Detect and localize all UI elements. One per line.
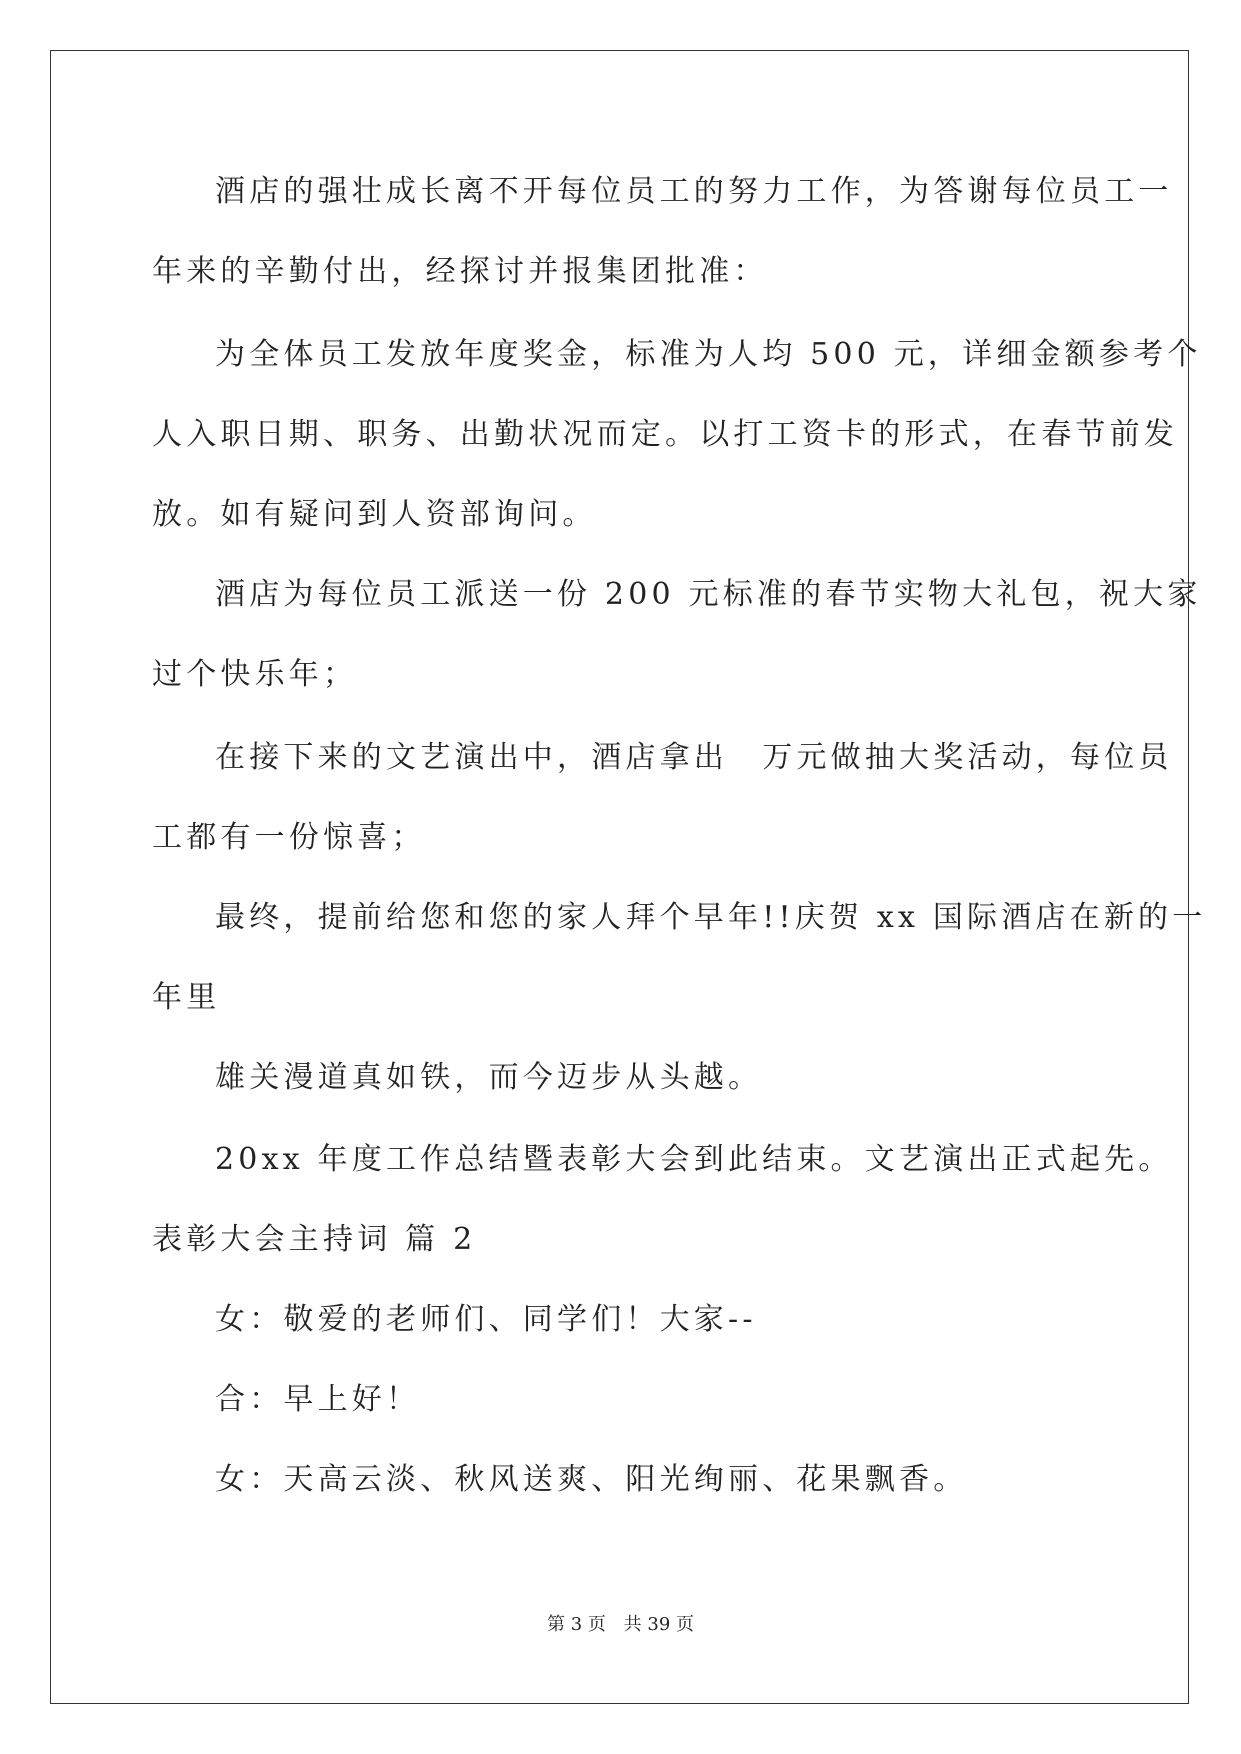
paragraph-line: 放。如有疑问到人资部询问。 xyxy=(152,497,597,532)
paragraph-line: 合：早上好！ xyxy=(215,1382,421,1417)
paragraph-line: 年来的辛勤付出，经探讨并报集团批准： xyxy=(152,254,768,289)
page-border xyxy=(50,50,1207,1704)
paragraph-line: 女：天高云淡、秋风送爽、阳光绚丽、花果飘香。 xyxy=(215,1462,968,1497)
paragraph-line: 过个快乐年； xyxy=(152,657,358,692)
paragraph-line: 20xx 年度工作总结暨表彰大会到此结束。文艺演出正式起先。 xyxy=(215,1142,1173,1177)
page-footer xyxy=(0,1610,1241,1636)
page-total: 共 39 页 xyxy=(623,1614,694,1635)
section-heading: 表彰大会主持词 篇 2 xyxy=(152,1222,477,1257)
paragraph-line: 工都有一份惊喜； xyxy=(152,820,426,855)
paragraph-line: 年里 xyxy=(152,980,221,1015)
paragraph-line: 雄关漫道真如铁，而今迈步从头越。 xyxy=(215,1060,763,1095)
paragraph-line: 最终，提前给您和您的家人拜个早年!!庆贺 xx 国际酒店在新的一 xyxy=(215,900,1207,935)
paragraph-line: 酒店的强壮成长离不开每位员工的努力工作，为答谢每位员工一 xyxy=(215,174,1173,209)
page-number: 第 3 页 xyxy=(547,1614,606,1635)
paragraph-line: 女：敬爱的老师们、同学们！大家-- xyxy=(215,1302,757,1337)
paragraph-line: 人入职日期、职务、出勤状况而定。以打工资卡的形式，在春节前发 xyxy=(152,417,1178,452)
paragraph-line: 酒店为每位员工派送一份 200 元标准的春节实物大礼包，祝大家 xyxy=(215,577,1202,612)
paragraph-line: 在接下来的文艺演出中，酒店拿出 万元做抽大奖活动，每位员 xyxy=(215,740,1173,775)
paragraph-line: 为全体员工发放年度奖金，标准为人均 500 元，详细金额参考个 xyxy=(215,337,1202,372)
